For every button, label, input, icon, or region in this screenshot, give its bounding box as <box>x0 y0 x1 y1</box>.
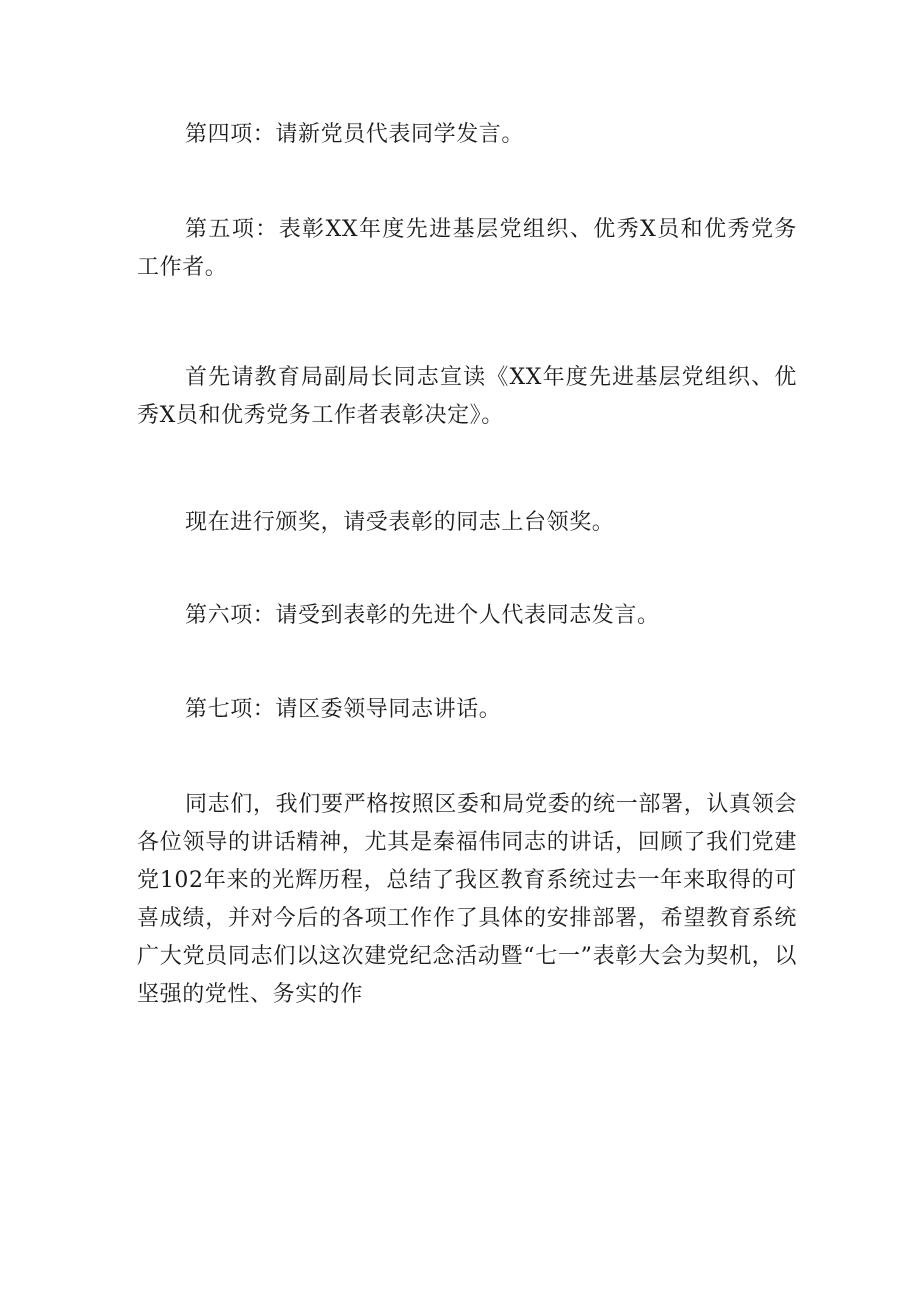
paragraph-item-six: 第六项：请受到表彰的先进个人代表同志发言。 <box>185 603 660 628</box>
paragraph-reading-decision: 首先请教育局副局长同志宣读《XX年度先进基层党组织、优秀X员和优秀党务工作者表彰决定》。 <box>137 365 797 428</box>
paragraph-item-five: 第五项：表彰XX年度先进基层党组织、优秀X员和优秀党务工作者。 <box>137 217 797 280</box>
paragraph-item-four: 第四项：请新党员代表同学发言。 <box>185 122 525 147</box>
paragraph-closing-remarks: 同志们，我们要严格按照区委和局党委的统一部署，认真领会各位领导的讲话精神，尤其是秦福伟同志的讲话，回顾了我们党建党102年来的光辉历程，总结了我区教育系统过去一年来取得的可喜成绩，并对今后的各项工作作了具体的安排部署，希望教育系统广大党员同志们以这次建党纪念活动暨“七一”表彰大会为契机，以坚强的党性、务实的作 <box>137 792 797 1007</box>
paragraph-award-presentation: 现在进行颁奖，请受表彰的同志上台领奖。 <box>185 510 615 535</box>
paragraph-item-seven: 第七项：请区委领导同志讲话。 <box>185 697 502 722</box>
